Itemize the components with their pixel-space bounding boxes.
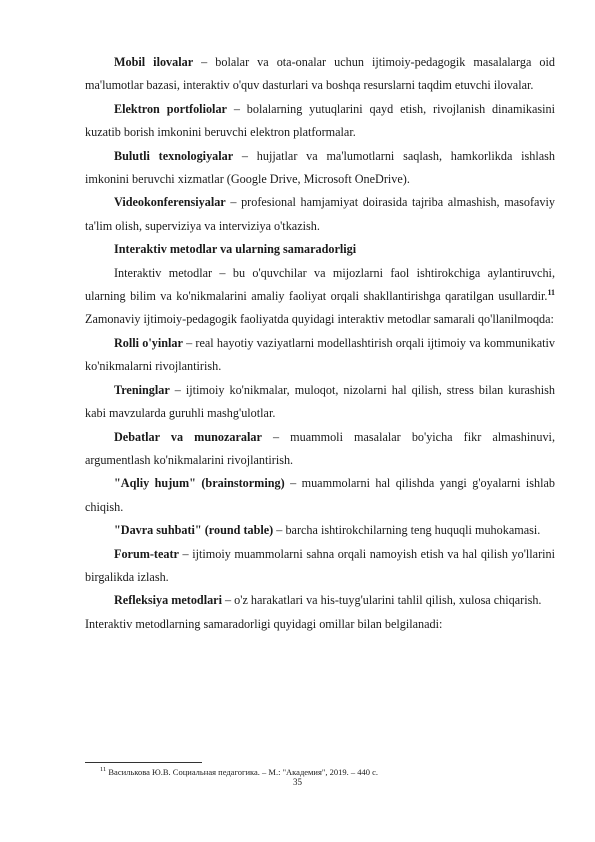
footnote xyxy=(100,764,378,778)
method-term: "Aqliy hujum" (brainstorming) xyxy=(114,476,285,491)
page-number: 35 xyxy=(293,777,302,787)
method-term: "Davra suhbati" (round table) xyxy=(114,523,274,538)
footnote-ref[interactable]: 11 xyxy=(547,288,555,297)
text-e-portfolios: – bolalarning yutuqlarini qayd etish, rivojlanish dinamikasini kuzatib borish imkonini beruvchi elektron platformalar. xyxy=(85,101,555,140)
paragraph-mobile-apps xyxy=(85,51,555,98)
method-text: – muammoli masalalar bo'yicha fikr almashinuvi, argumentlash ko'nikmalarini rivojlantirish. xyxy=(85,429,555,467)
method-term: Debatlar va munozaralar xyxy=(114,429,262,444)
text-cloud: – hujjatlar va ma'lumotlarni saqlash, hamkorlikda ishlash imkonini beruvchi xizmatlar (Google Drive, Microsoft OneDrive). xyxy=(85,148,555,187)
method-reflection xyxy=(85,589,555,612)
intro-after: Zamonaviy ijtimoiy-pedagogik faoliyatda quyidagi interaktiv metodlar samarali qo'llanilmoqda: xyxy=(85,312,554,327)
method-term: Rolli o'yinlar xyxy=(114,335,183,350)
term-e-portfolios: Elektron portfoliolar xyxy=(114,101,227,116)
closing-line: Interaktiv metodlarning samaradorligi quyidagi omillar bilan belgilanadi: xyxy=(85,616,443,631)
paragraph-videoconf xyxy=(85,191,555,238)
intro-before: Interaktiv metodlar – bu o'quvchilar va mijozlarni faol ishtirokchiga aylantiruvchi, ularning bilim va ko'nikmalarini amaliy faoliyat orqali shakllantirishga qaratilgan usullardir. xyxy=(85,265,555,304)
method-term: Forum-teatr xyxy=(114,546,179,561)
text-videoconf: – profesional hamjamiyat doirasida tajriba almashish, masofaviy ta'lim olish, superviziya va interviziya o'tkazish. xyxy=(85,195,555,233)
method-round-table xyxy=(85,519,555,542)
document-body xyxy=(85,51,555,636)
intro-paragraph xyxy=(85,262,555,332)
term-videoconf: Videokonferensiyalar xyxy=(114,195,226,210)
method-text: – o'z harakatlari va his-tuyg'ularini tahlil qilish, xulosa chiqarish. xyxy=(221,593,542,608)
method-term: Treninglar xyxy=(114,382,170,397)
footnote-divider xyxy=(85,762,202,763)
term-cloud: Bulutli texnologiyalar xyxy=(114,148,234,163)
paragraph-e-portfolios xyxy=(85,98,555,145)
method-text: – barcha ishtirokchilarning teng huquqli muhokamasi. xyxy=(273,523,541,538)
method-term: Refleksiya metodlari xyxy=(114,593,222,608)
method-text: – ijtimoiy muammolarni sahna orqali namoyish etish va hal qilish yo'llarini birgalikda izlash. xyxy=(85,546,555,584)
method-role-play xyxy=(85,332,555,379)
method-text: – real hayotiy vaziyatlarni modellashtirish orqali ijtimoiy va kommunikativ ko'nikmalarni rivojlantirish. xyxy=(85,335,556,374)
method-forum-theatre xyxy=(85,543,555,590)
method-debates xyxy=(85,426,555,473)
text-mobile-apps: – bolalar va ota-onalar uchun ijtimoiy-pedagogik masalalarga oid ma'lumotlar bazasi, interaktiv o'quv dasturlari va boshqa resurslarni taqdim etuvchi ilovalar. xyxy=(85,55,555,93)
method-text: – muammolarni hal qilishda yangi g'oyalarni ishlab chiqish. xyxy=(85,476,555,514)
paragraph-cloud xyxy=(85,145,555,192)
footnote-mark: 11 xyxy=(100,766,107,773)
method-trainings xyxy=(85,379,555,426)
footnote-text: Василькова Ю.В. Социальная педагогика. – М.: "Академия", 2019. – 440 с. xyxy=(106,766,379,777)
section-heading: Interaktiv metodlar va ularning samaradorligi xyxy=(114,242,357,257)
method-text: – ijtimoiy ko'nikmalar, muloqot, nizolarni hal qilish, stress bilan kurashish kabi mavzularda guruhli mashg'ulotlar. xyxy=(85,382,555,421)
method-brainstorming xyxy=(85,472,555,519)
term-mobile-apps: Mobil ilovalar xyxy=(114,55,194,69)
